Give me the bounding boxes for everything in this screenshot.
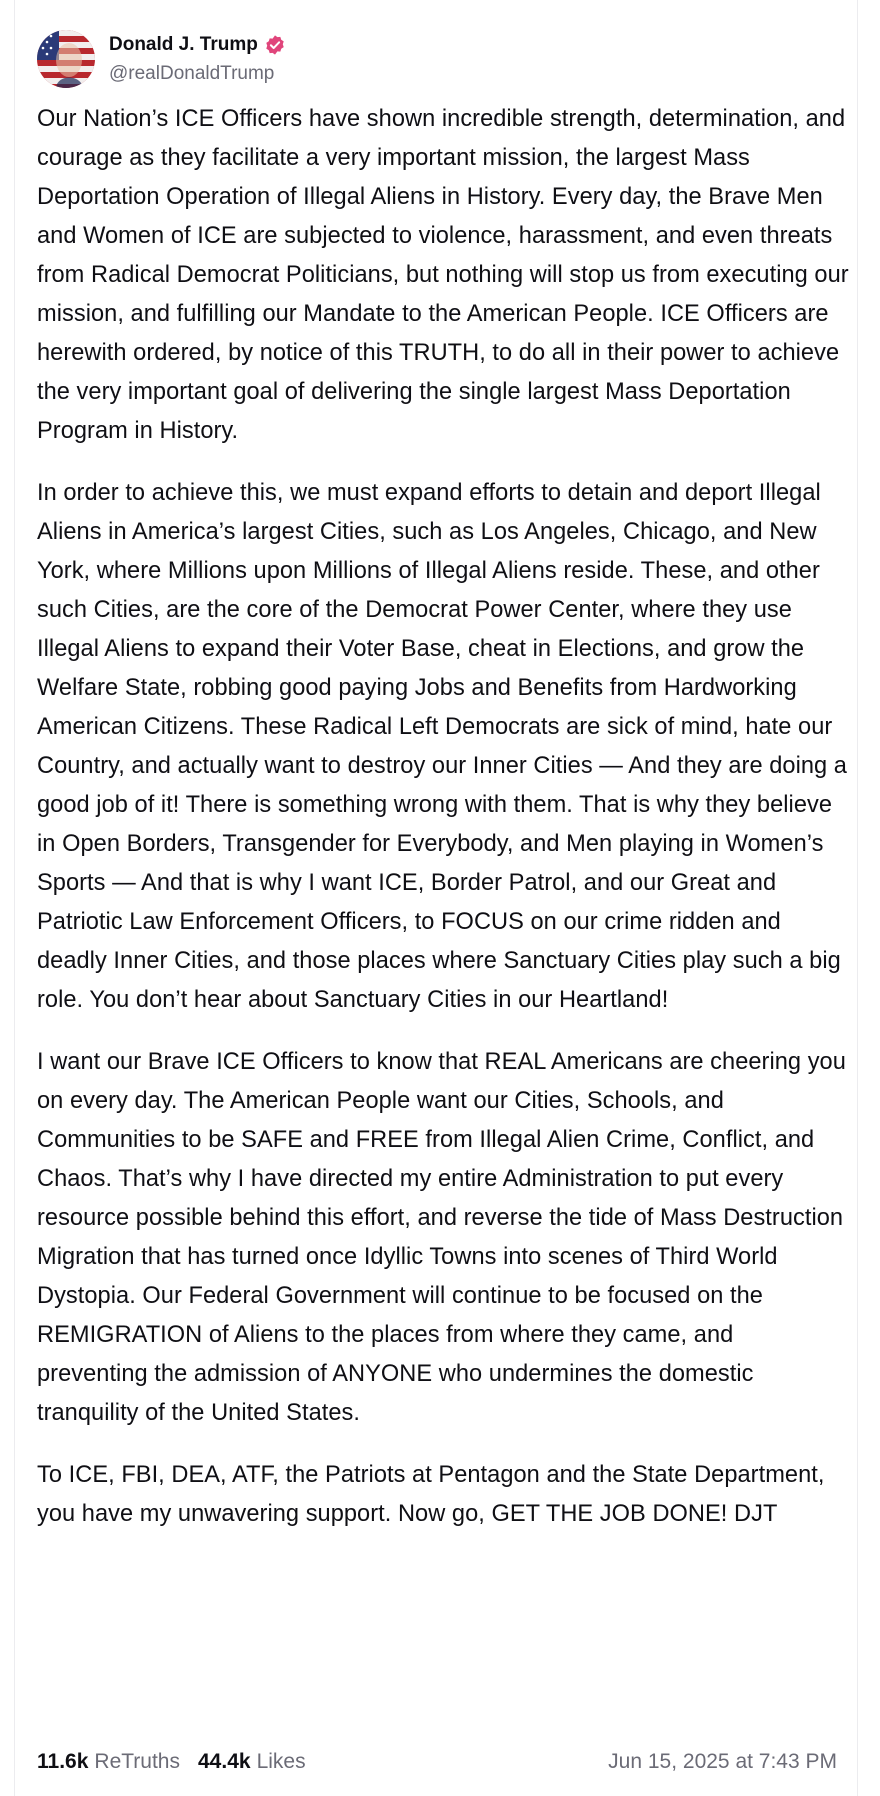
handle[interactable]: @realDonaldTrump [109, 63, 275, 84]
retruths-count: 11.6k [37, 1750, 89, 1773]
verified-badge-icon [264, 34, 286, 56]
post-paragraph-2: In order to achieve this, we must expand efforts to detain and deport Illegal Aliens in America’s largest Cities, such as Los Angeles, Chicago, and New York, where Millions upon Millions of Illegal Aliens reside. These, and other such Cities, are the core of the Democrat Power Center, where they use Illegal Aliens to expand their Voter Base, cheat in Elections, and grow the Welfare State, robbing good paying Jobs and Benefits from Hardworking American Citizens. These Radical Left Democrats are sick of mind, hate our Country, and actually want to destroy our Inner Cities — And they are doing a good job of it! There is something wrong with them. That is why they believe in Open Borders, Transgender for Everybody, and Men playing in Women’s Sports — And that is why I want ICE, Border Patrol, and our Great and Patriotic Law Enforcement Officers, to FOCUS on our crime ridden and deadly Inner Cities, and those places where Sanctuary Cities play such a big role. You don’t hear about Sanctuary Cities in our Heartland! [37, 480, 847, 1013]
retruths-stat[interactable] [37, 1750, 180, 1774]
post-body [37, 100, 849, 1557]
post-paragraph-1: Our Nation’s ICE Officers have shown incredible strength, determination, and courage as they facilitate a very important mission, the largest Mass Deportation Operation of Illegal Aliens in History. Every day, the Brave Men and Women of ICE are subjected to violence, harassment, and even threats from Radical Democrat Politicians, but nothing will stop us from executing our mission, and fulfilling our Mandate to the American People. ICE Officers are herewith ordered, by notice of this TRUTH, to do all in their power to achieve the very important goal of delivering the single largest Mass Deportation Program in History. [37, 106, 849, 444]
post-timestamp[interactable]: Jun 15, 2025 at 7:43 PM [608, 1750, 837, 1773]
avatar[interactable] [37, 30, 95, 88]
post-card [14, 0, 858, 1796]
name-row [109, 30, 286, 60]
likes-count: 44.4k [198, 1750, 251, 1773]
post-paragraph-3: I want our Brave ICE Officers to know that REAL Americans are cheering you on every day. The American People want our Cities, Schools, and Communities to be SAFE and FREE from Illegal Alien Crime, Conflict, and Chaos. That’s why I have directed my entire Administration to put every resource possible behind this effort, and reverse the tide of Mass Destruction Migration that has turned once Idyllic Towns into scenes of Third World Dystopia. Our Federal Government will continue to be focused on the REMIGRATION of Aliens to the places from where they came, and preventing the admission of ANYONE who undermines the domestic tranquility of the United States. [37, 1049, 846, 1426]
likes-label: Likes [256, 1750, 306, 1773]
likes-stat[interactable] [198, 1750, 306, 1774]
post-paragraph-4: To ICE, FBI, DEA, ATF, the Patriots at Pentagon and the State Department, you have my unwavering support. Now go, GET THE JOB DONE! DJT [37, 1462, 825, 1527]
flag-portrait-avatar-icon [37, 30, 95, 88]
post-footer [37, 1744, 837, 1780]
post-header [37, 30, 286, 88]
retruths-label: ReTruths [94, 1750, 180, 1773]
author-names [109, 30, 286, 88]
display-name[interactable]: Donald J. Trump [109, 34, 258, 55]
